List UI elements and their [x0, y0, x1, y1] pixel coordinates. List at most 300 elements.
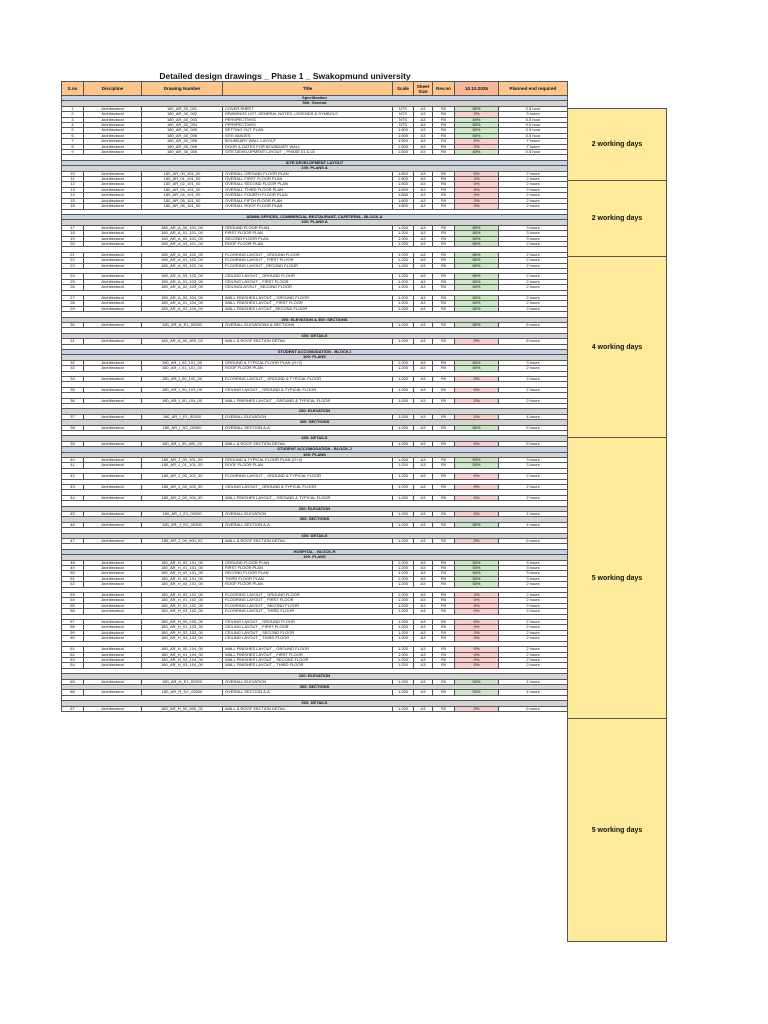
table-cell: 34 [62, 376, 84, 381]
table-cell: Architectural [84, 576, 142, 581]
table-cell: WALL FINISHES LAYOUT _ SECOND FLOOR [223, 657, 393, 662]
table-cell: 0% [455, 657, 499, 662]
table-cell: 180_AR_I_00_102_00 [142, 376, 223, 381]
table-cell: 0% [455, 598, 499, 603]
table-cell: 180_AR_H_01_103_00 [142, 625, 223, 630]
table-cell: 1:800 [393, 193, 414, 198]
table-cell: 1:200 [393, 571, 414, 576]
table-cell: 1:200 [393, 522, 414, 527]
table-cell: R0 [433, 679, 455, 684]
table-cell: Architectural [84, 539, 142, 544]
table-cell: OVERALL FIRST FLOOR PLAN [223, 177, 393, 182]
table-cell: Architectural [84, 609, 142, 614]
table-cell: OVERALL GROUND FLOOR PLAN [223, 171, 393, 176]
table-cell: A3 [414, 625, 433, 630]
table-cell: ROOF FLOOR PLAN [223, 463, 393, 468]
table-cell: FIRST FLOOR PLAN [223, 566, 393, 571]
table-cell: R0 [433, 647, 455, 652]
table-cell: 80% [455, 150, 499, 155]
table-cell: ROOF FLOOR PLAN [223, 241, 393, 246]
table-cell: 2 hours [499, 625, 568, 630]
table-cell: 0% [455, 652, 499, 657]
table-cell: 17 [62, 225, 84, 230]
table-cell: 80% [455, 301, 499, 306]
table-cell: 1:200 [393, 495, 414, 500]
table-cell: 11 [62, 177, 84, 182]
col-header: Sheet Size [414, 82, 433, 96]
table-cell: A3 [414, 285, 433, 290]
table-cell: 180_AR_A_02_101_00 [142, 236, 223, 241]
table-cell: 1:200 [393, 387, 414, 392]
table-cell: 59 [62, 630, 84, 635]
table-cell: CEILING LAYOUT _ SECOND FLOOR [223, 630, 393, 635]
table-cell: 80% [455, 252, 499, 257]
table-cell: R0 [433, 566, 455, 571]
table-cell: SETTING OUT PLAN [223, 128, 393, 133]
table-cell: 180_AR_H_04_101_00 [142, 582, 223, 587]
table-cell: 0% [455, 177, 499, 182]
table-cell: R0 [433, 522, 455, 527]
table-cell: OVERALL FIFTH FLOOR PLAN [223, 198, 393, 203]
table-cell: 180_AR_A_03_101_00 [142, 241, 223, 246]
table-cell: 8 [62, 144, 84, 149]
table-cell: Architectural [84, 630, 142, 635]
table-cell: A3 [414, 322, 433, 327]
table-cell: FLOORING LAYOUT _ GROUND & TYPICAL FLOOR [223, 474, 393, 479]
table-cell: WALL & ROOF SECTION DETAIL [223, 539, 393, 544]
table-cell: A3 [414, 279, 433, 284]
table-cell: 6 hours [499, 441, 568, 446]
table-cell: Architectural [84, 560, 142, 565]
table-cell: 0% [455, 609, 499, 614]
table-cell: 1:200 [393, 376, 414, 381]
table-cell: 180_AR_H_E1_00200 [142, 679, 223, 684]
table-cell: 2 hours [499, 193, 568, 198]
table-cell: 67 [62, 706, 84, 711]
table-cell: 180_AR_H_01_104_00 [142, 652, 223, 657]
table-cell: A3 [414, 679, 433, 684]
subsection-title: 600: DETAILS [62, 436, 568, 441]
table-cell: 180_AR_H_01_102_00 [142, 598, 223, 603]
table-cell: 1:200 [393, 285, 414, 290]
table-cell: R0 [433, 133, 455, 138]
table-cell: 180_AR_H_00_103_00 [142, 620, 223, 625]
table-cell: Architectural [84, 566, 142, 571]
table-cell: 1:200 [393, 706, 414, 711]
table-cell: 180_AR_00_006 [142, 133, 223, 138]
table-cell: 2 hours [499, 603, 568, 608]
table-cell: 3 hours [499, 231, 568, 236]
table-cell: 2 hours [499, 241, 568, 246]
table-cell: 180_AR_A_01_104_00 [142, 301, 223, 306]
table-cell: R0 [433, 285, 455, 290]
table-cell: Architectural [84, 133, 142, 138]
table-cell: 3 hours [499, 236, 568, 241]
table-cell: 80% [455, 285, 499, 290]
table-cell: 180_AR_J_00_102_00 [142, 474, 223, 479]
table-cell: FLOORING LAYOUT _ GROUND FLOOR [223, 252, 393, 257]
table-cell: 53 [62, 593, 84, 598]
table-cell: A3 [414, 636, 433, 641]
table-cell: A3 [414, 414, 433, 419]
table-cell: A3 [414, 198, 433, 203]
table-cell: R0 [433, 512, 455, 517]
table-cell: A3 [414, 263, 433, 268]
table-cell: 3 hours [499, 458, 568, 463]
table-cell: Architectural [84, 495, 142, 500]
table-cell: 18 [62, 231, 84, 236]
table-cell: 0% [455, 387, 499, 392]
table-cell: Architectural [84, 441, 142, 446]
table-cell: Architectural [84, 657, 142, 662]
table-cell: A3 [414, 301, 433, 306]
section-title: ADMIN OFFICES, COMMERCIAL RESTAURANT, CAFETERIA - BLOCK-A [62, 214, 568, 219]
table-cell: 0% [455, 182, 499, 187]
table-cell: 3 hours [499, 112, 568, 117]
table-cell: R0 [433, 463, 455, 468]
table-cell: 180_AR_I_00_103_00 [142, 387, 223, 392]
table-cell: 0% [455, 630, 499, 635]
table-cell: A3 [414, 193, 433, 198]
table-cell: 80% [455, 117, 499, 122]
table-cell: A3 [414, 106, 433, 111]
table-cell: 4 hours [499, 512, 568, 517]
table-cell: A3 [414, 225, 433, 230]
table-cell: Architectural [84, 285, 142, 290]
table-cell: FLOORING LAYOUT _ FIRST FLOOR [223, 598, 393, 603]
table-cell: R0 [433, 198, 455, 203]
table-cell: A3 [414, 485, 433, 490]
table-cell: 44 [62, 495, 84, 500]
table-cell: OVERALL ELEVATION [223, 414, 393, 419]
col-header: 10.10.2025 [455, 82, 499, 96]
col-header: S.no [62, 82, 84, 96]
table-cell: 61 [62, 647, 84, 652]
table-cell: A3 [414, 376, 433, 381]
table-cell: 1:200 [393, 225, 414, 230]
table-cell: 0% [455, 647, 499, 652]
col-header: Drawing Number [142, 82, 223, 96]
table-cell: 180_AR_J_E1_00200 [142, 512, 223, 517]
table-cell: 1:200 [393, 360, 414, 365]
table-cell: Architectural [84, 198, 142, 203]
table-cell: 0% [455, 625, 499, 630]
table-cell: NTS [393, 117, 414, 122]
table-cell: 180_AR_I_00_600_02 [142, 441, 223, 446]
table-cell: R0 [433, 171, 455, 176]
table-cell: 2 hours [499, 274, 568, 279]
table-cell: R0 [433, 582, 455, 587]
subsection-title: 200: ELEVATION & 300: SECTIONS [62, 317, 568, 322]
table-cell: 2 hours [499, 620, 568, 625]
table-cell: 180_AR_A_01_103_00 [142, 279, 223, 284]
table-cell: 12 [62, 182, 84, 187]
table-cell: 51 [62, 576, 84, 581]
table-cell: 180_AR_02_101_00 [142, 182, 223, 187]
table-cell: 1:500 [393, 144, 414, 149]
table-cell: GROUND & TYPICAL FLOOR PLAN (G+2) [223, 458, 393, 463]
table-cell: 1:200 [393, 458, 414, 463]
table-cell: A3 [414, 425, 433, 430]
table-cell: Architectural [84, 652, 142, 657]
table-cell: 1:200 [393, 560, 414, 565]
table-cell: BOUNDARY WALL LAYOUT [223, 139, 393, 144]
table-cell: R0 [433, 539, 455, 544]
table-cell: 180_AR_00_004 [142, 123, 223, 128]
table-cell: 3 hours [499, 571, 568, 576]
table-cell: 32 [62, 360, 84, 365]
table-cell: R0 [433, 663, 455, 668]
table-cell: FLOORING LAYOUT _ GROUND FLOOR [223, 593, 393, 598]
table-cell: 1:800 [393, 187, 414, 192]
table-cell: WALL FINISHES LAYOUT _ GROUND FLOOR [223, 647, 393, 652]
table-cell: 0% [455, 512, 499, 517]
table-cell: 54 [62, 598, 84, 603]
table-cell: R0 [433, 236, 455, 241]
table-cell: R0 [433, 625, 455, 630]
table-cell: CEILINGLAYOUT _SECOND FLOOR [223, 285, 393, 290]
table-cell: Architectural [84, 582, 142, 587]
table-cell: R0 [433, 128, 455, 133]
table-cell: 1:200 [393, 630, 414, 635]
table-cell: ROOF FLOOR PLAN [223, 582, 393, 587]
table-cell: 180_AR_A_00_102_00 [142, 252, 223, 257]
table-cell: Architectural [84, 603, 142, 608]
table-cell: 180_AR_I_SC_00300 [142, 425, 223, 430]
table-cell: 1:200 [393, 241, 414, 246]
table-cell: 46 [62, 522, 84, 527]
table-cell: ROOF FLOOR PLAN [223, 366, 393, 371]
table-cell: 1:200 [393, 620, 414, 625]
table-cell: DRAWINGS LIST, GENERAL NOTES, LEGENDS & SYMBOLS [223, 112, 393, 117]
table-cell: CEILING LAYOUT _ FIRST FLOOR [223, 279, 393, 284]
table-cell: 180_AR_H_03_104_00 [142, 663, 223, 668]
table-cell: Architectural [84, 274, 142, 279]
table-cell: R0 [433, 366, 455, 371]
table-cell: A3 [414, 274, 433, 279]
table-cell: 1:200 [393, 231, 414, 236]
table-cell: SITE DEVELOPMENT LAYOUT _ PHASE 01 & 02 [223, 150, 393, 155]
table-cell: Architectural [84, 663, 142, 668]
table-cell: 2 hours [499, 285, 568, 290]
table-cell: A3 [414, 295, 433, 300]
table-cell: WALL FINISHES LAYOUT _ FIRST FLOOR [223, 652, 393, 657]
table-cell: 180_AR_I_00_101_00 [142, 360, 223, 365]
table-cell: 26 [62, 285, 84, 290]
table-cell: 50% [455, 571, 499, 576]
table-cell: 2 hours [499, 582, 568, 587]
subsection-title: 200: ELEVATION [62, 409, 568, 414]
table-cell: A3 [414, 360, 433, 365]
table-cell: 3 hours [499, 576, 568, 581]
table-cell: R0 [433, 295, 455, 300]
table-cell: R0 [433, 274, 455, 279]
table-cell: A3 [414, 258, 433, 263]
subsection-title: 100: PLANS A [62, 166, 568, 171]
table-cell: 50% [455, 690, 499, 695]
table-cell: Architectural [84, 522, 142, 527]
table-cell: 2 hours [499, 593, 568, 598]
table-cell: 180_AR_A_02_103_00 [142, 285, 223, 290]
table-cell: 180_AR_04_101_00 [142, 193, 223, 198]
table-cell: 80% [455, 360, 499, 365]
table-cell: 6 hours [499, 539, 568, 544]
table-cell: FIRST FLOOR PLAN [223, 231, 393, 236]
table-cell: 80% [455, 258, 499, 263]
table-cell: 80% [455, 295, 499, 300]
table-cell: GROUND FLOOR PLAN [223, 560, 393, 565]
table-cell: A3 [414, 598, 433, 603]
table-cell: OVERALL ELEVATION [223, 512, 393, 517]
table-cell: 1:200 [393, 463, 414, 468]
table-cell: FLOORING LAYOUT _ THIRD FLOOR [223, 609, 393, 614]
table-cell: 5 [62, 128, 84, 133]
table-cell: WALL FINISHES LAYOUT _ GROUND & TYPICAL FLOOR [223, 398, 393, 403]
table-cell: 25 [62, 279, 84, 284]
table-cell: A3 [414, 706, 433, 711]
table-cell: Architectural [84, 225, 142, 230]
table-cell: Architectural [84, 295, 142, 300]
subsection-title: 300: SECTIONS [62, 517, 568, 522]
table-cell: PERSPECTIVES [223, 117, 393, 122]
table-cell: 2 hours [499, 663, 568, 668]
table-cell: A3 [414, 241, 433, 246]
table-cell: FLOORING LAYOUT _SECOND FLOOR [223, 263, 393, 268]
table-cell: 180_AR_00_005 [142, 150, 223, 155]
table-cell: 1:200 [393, 366, 414, 371]
table-cell: NTS [393, 106, 414, 111]
table-cell: Architectural [84, 117, 142, 122]
table-row [62, 706, 568, 711]
table-cell: 43 [62, 485, 84, 490]
table-cell: FLOORING LAYOUT _ GROUND & TYPICAL FLOOR [223, 376, 393, 381]
table-cell: A3 [414, 620, 433, 625]
table-cell: 0.5 hour [499, 117, 568, 122]
table-cell: 0% [455, 139, 499, 144]
table-cell: 9 [62, 150, 84, 155]
table-cell: R0 [433, 706, 455, 711]
table-cell: 80% [455, 263, 499, 268]
section-title: HOSPITAL - BLOCK-H [62, 549, 568, 554]
table-cell: 0% [455, 193, 499, 198]
subsection-title: 600: DETAILS [62, 533, 568, 538]
table-cell: A3 [414, 474, 433, 479]
table-cell: Architectural [84, 144, 142, 149]
table-cell: 2 hours [499, 652, 568, 657]
section-title: SITE DEVELOPMENT LAYOUT [62, 160, 568, 165]
table-cell: 0% [455, 414, 499, 419]
table-cell: 6 [62, 133, 84, 138]
table-cell: Architectural [84, 177, 142, 182]
table-cell: R0 [433, 441, 455, 446]
table-cell: 1:800 [393, 171, 414, 176]
table-cell: 2 hours [499, 474, 568, 479]
table-cell: 0% [455, 593, 499, 598]
table-cell: THIRD FLOOR PLAN [223, 576, 393, 581]
table-cell: R0 [433, 458, 455, 463]
table-cell: A3 [414, 150, 433, 155]
table-cell: A3 [414, 139, 433, 144]
subsection-title: 600: DETAILS [62, 333, 568, 338]
table-cell: A3 [414, 663, 433, 668]
table-cell: 7 hours [499, 139, 568, 144]
table-cell: CEILING LAYOUT _ GROUND FLOOR [223, 274, 393, 279]
table-cell: R0 [433, 193, 455, 198]
table-cell: A3 [414, 128, 433, 133]
table-cell: 7 [62, 139, 84, 144]
table-cell: 80% [455, 241, 499, 246]
table-cell: R0 [433, 123, 455, 128]
table-cell: 41 [62, 463, 84, 468]
table-cell: A3 [414, 630, 433, 635]
table-cell: A3 [414, 539, 433, 544]
table-cell: R0 [433, 150, 455, 155]
table-cell: OVERALL ELEVATION [223, 679, 393, 684]
table-cell: 50% [455, 566, 499, 571]
table-cell: 13 [62, 187, 84, 192]
table-cell: 180_AR_H_03_102_00 [142, 609, 223, 614]
table-cell: A3 [414, 182, 433, 187]
table-cell: 0% [455, 636, 499, 641]
table-cell: OVERALL ROOF FLOOR PLAN [223, 204, 393, 209]
table-cell: 1:200 [393, 566, 414, 571]
table-cell: A3 [414, 657, 433, 662]
section-title: Specification [62, 96, 568, 101]
table-cell: 19 [62, 236, 84, 241]
subsection-title: 100: PLANS [62, 355, 568, 360]
table-cell: 1:200 [393, 679, 414, 684]
table-cell: Architectural [84, 182, 142, 187]
table-cell: 180_AR_06_101_00 [142, 204, 223, 209]
table-cell: 2 hours [499, 252, 568, 257]
subsection-title: 500: General [62, 101, 568, 106]
table-cell: 42 [62, 474, 84, 479]
table-cell: 2 hours [499, 263, 568, 268]
duration-label: 2 working days [567, 108, 667, 181]
table-cell: 0% [455, 706, 499, 711]
table-cell: 31 [62, 339, 84, 344]
table-cell: 0% [455, 539, 499, 544]
table-cell: 2 hours [499, 657, 568, 662]
table-cell: Architectural [84, 236, 142, 241]
table-cell: A3 [414, 652, 433, 657]
table-cell: 80% [455, 225, 499, 230]
table-cell: 65 [62, 679, 84, 684]
table-cell: 80% [455, 279, 499, 284]
table-cell: 1:200 [393, 263, 414, 268]
table-cell: OVERALL SECOND FLOOR PLAN [223, 182, 393, 187]
table-cell: Architectural [84, 360, 142, 365]
table-cell: 37 [62, 414, 84, 419]
table-cell: R0 [433, 322, 455, 327]
table-cell: OVERALL THIRD FLOOR PLAN [223, 187, 393, 192]
table-cell: 1:500 [393, 150, 414, 155]
table-cell: 180_AR_I_01_101_00 [142, 366, 223, 371]
table-cell: Architectural [84, 625, 142, 630]
table-cell: 2 hours [499, 279, 568, 284]
table-cell: 22 [62, 258, 84, 263]
table-cell: Architectural [84, 647, 142, 652]
table-cell: Architectural [84, 139, 142, 144]
table-cell: CEILING LAYOUT _ FIRST FLOOR [223, 625, 393, 630]
table-cell: 3 hours [499, 360, 568, 365]
table-cell: 2 [62, 112, 84, 117]
table-cell: DOOR & GATES FOR BOUNDARY WALL [223, 144, 393, 149]
table-cell: 1:200 [393, 414, 414, 419]
table-cell: 180_AR_05_101_00 [142, 198, 223, 203]
table-cell: A3 [414, 571, 433, 576]
table-cell: Architectural [84, 187, 142, 192]
